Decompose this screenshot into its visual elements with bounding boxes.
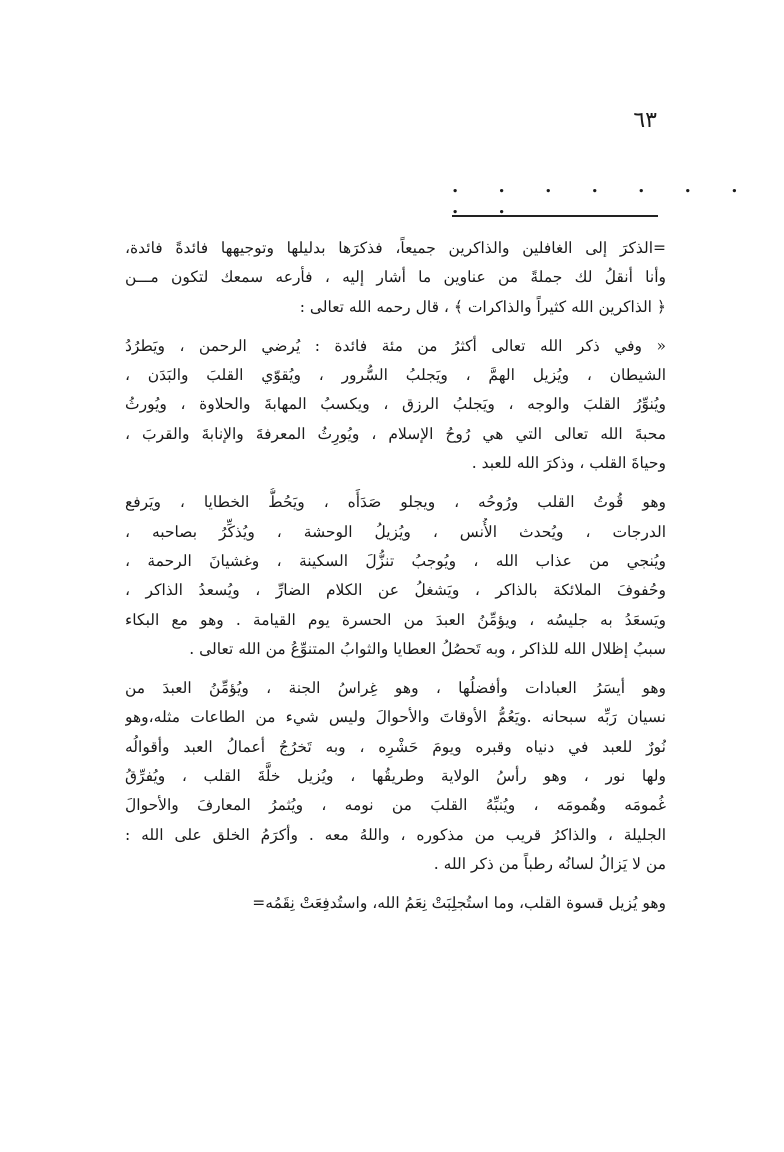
text-line: وحُفوفَ الملائكة بالذاكر ، ويَشغلُ عن الكلام الضارِّ ، ويُسعدُ الذاكر ، xyxy=(125,581,666,600)
paragraph xyxy=(125,488,666,664)
text-line: نسيان رَبِّه سبحانه .ويَعُمُّ الأوقاتَ والأحوالَ وليس شيء من الطاعات مثله،وهو xyxy=(125,708,666,727)
text-line: الشيطان ، ويُزيل الهمَّ ، ويَجلبُ السُّرور ، ويُقوّي القلبَ والبَدَن ، xyxy=(125,366,666,385)
text-line: ويُنوِّرُ القلبَ والوجه ، ويَجلبُ الرزق ، ويكسبُ المهابةَ والحلاوة ، ويُورثُ xyxy=(125,395,666,414)
body-text xyxy=(125,234,666,919)
text-line: « وفي ذكر الله تعالى أكثرُ من مئة فائدة : يُرضي الرحمن ، ويَطرُدُ xyxy=(125,336,666,355)
text-line: سببُ إظلال الله للذاكر ، وبه تَحصُلُ العطايا والثوابُ المتنوِّعُ من الله تعالى . xyxy=(189,639,666,658)
text-line: =الذكرَ إلى الغافلين والذاكرين جميعاً، فذكرَها بدليلها وتوجيهها فائدةً فائدة، xyxy=(125,239,666,257)
paragraph xyxy=(125,674,666,879)
footnote-rule xyxy=(452,215,658,217)
ellipsis-dots: . . . . . . . . . xyxy=(452,176,755,218)
paragraph xyxy=(125,332,666,478)
text-line: نُورٌ للعبد في دنياه وقبره ويومَ حَشْرِه ، وبه تَخرُجُ أعمالُ العبد وأقوالُه xyxy=(125,737,666,756)
paragraph xyxy=(125,234,666,322)
text-line: وهو قُوتُ القلب ورُوحُه ، ويجلو صَدَأَه ، ويَحُطُّ الخطايا ، ويَرفع xyxy=(125,493,666,512)
text-line: وهو يُزيل قسوة القلب، وما استُجلِبَتْ نِعَمُ الله، واستُدفِعَتْ نِقَمُه= xyxy=(252,894,666,913)
text-line: ولها نور ، وهو رأسُ الولاية وطريقُها ، ويُزيل خلَّةَ القلب ، ويُفرِّقُ xyxy=(125,767,666,786)
text-line: الدرجات ، ويُحدث الأُنس ، ويُزيلُ الوحشة ، ويُذكِّرُ بصاحبه ، xyxy=(125,522,666,541)
paragraph xyxy=(125,889,666,918)
text-line: ويَسعَدُ به جليسُه ، ويؤمِّنُ العبدَ من الحسرة يوم القيامة . وهو مع البكاء xyxy=(125,610,666,629)
page-number: ٦٣ xyxy=(633,108,657,133)
text-line: من لا يَزالُ لسانُه رطباً من ذكر الله . xyxy=(433,854,666,873)
text-line: الجليلة ، والذاكرُ قريب من مذكوره ، واللهُ معه . وأكرَمُ الخلق على الله : xyxy=(125,825,666,844)
text-line: وحياةَ القلب ، وذكرَ الله للعبد . xyxy=(471,454,666,473)
text-line: غُمومَه وهُمومَه ، ويُنبِّهُ القلبَ من نومه ، ويُثمرُ المعارفَ والأحوالَ xyxy=(125,796,666,815)
text-line: ويُنجي من عذاب الله ، ويُوجبُ تنزُّلَ السكينة ، وغشيانَ الرحمة ، xyxy=(125,551,666,570)
text-line: محبةَ الله تعالى التي هي رُوحُ الإسلام ، ويُورِثُ المعرفةَ والإنابةَ والقربَ ، xyxy=(125,424,666,443)
text-line: وهو أيسَرُ العبادات وأفضلُها ، وهو غِراسُ الجنة ، ويُؤمِّنُ العبدَ من xyxy=(125,679,666,698)
text-line: وأنا أنقلُ لك جملةً من عناوين ما أشار إليه ، فأرعه سمعك لتكون مـــن xyxy=(125,268,666,287)
text-line: ﴿ الذاكرين الله كثيراً والذاكرات ﴾ ، قال رحمه الله تعالى : xyxy=(299,297,666,316)
